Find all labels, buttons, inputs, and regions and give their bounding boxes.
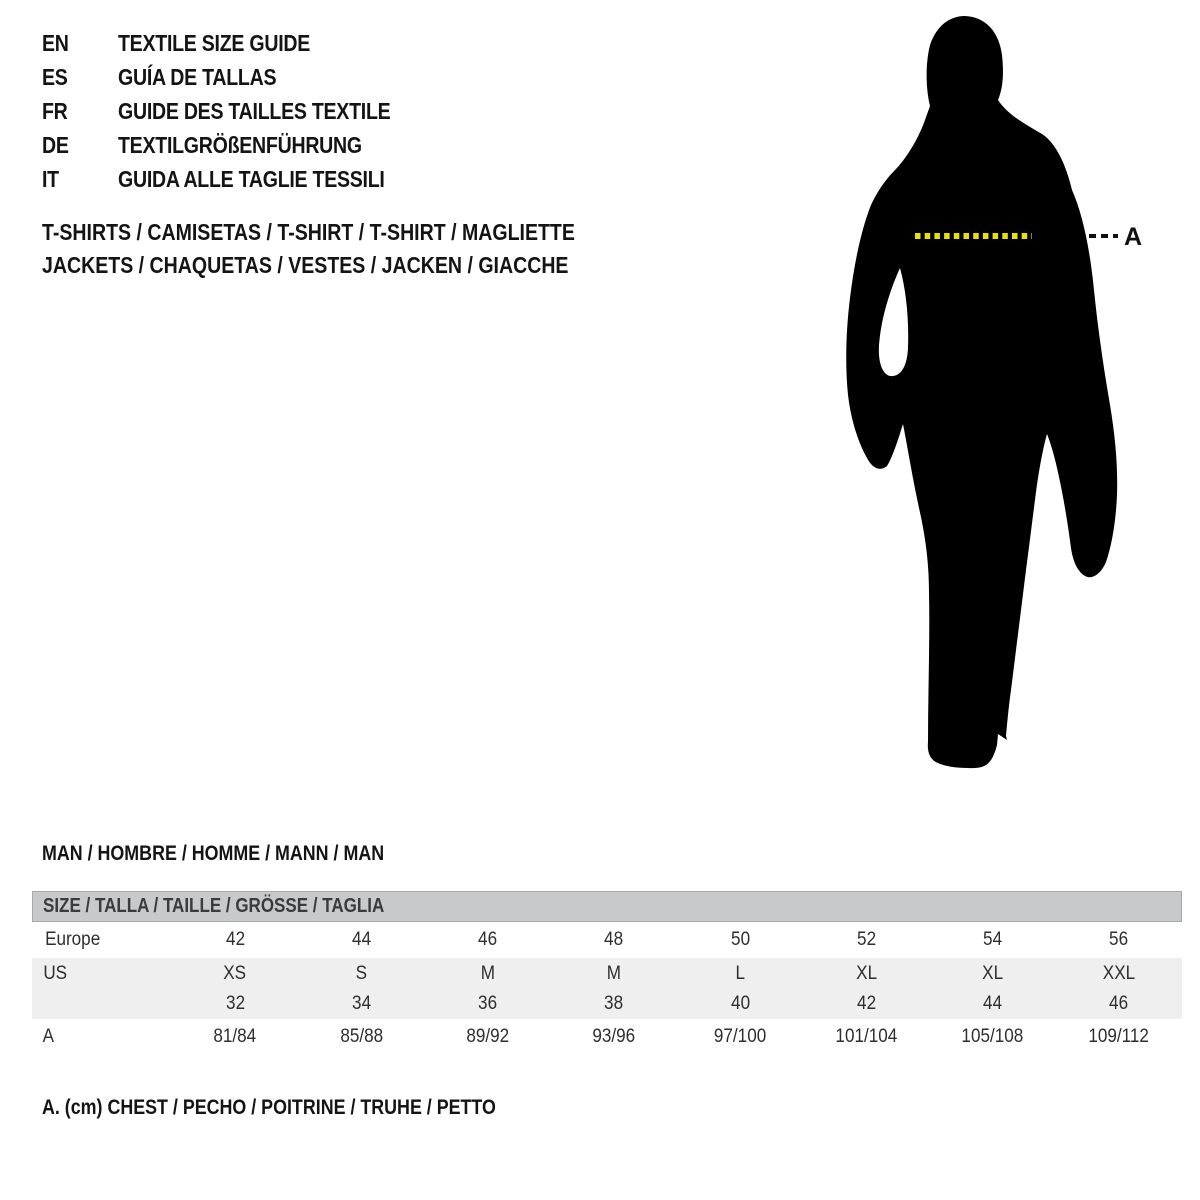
size-table-header-text: SIZE / TALLA / TAILLE / GRÖSSE / TAGLIA <box>43 895 385 917</box>
size-cell: 54 <box>983 929 1003 950</box>
size-table <box>32 891 1182 1055</box>
size-table-header <box>32 891 1182 922</box>
size-cell: 36 <box>478 993 498 1014</box>
table-row <box>32 922 1182 958</box>
language-row <box>42 162 439 196</box>
category-line-label: T-SHIRTS / CAMISETAS / T-SHIRT / T-SHIRT / MAGLIETTE <box>42 219 575 245</box>
language-name: TEXTILGRÖßENFÜHRUNG <box>118 131 362 158</box>
section-title <box>42 842 444 866</box>
size-cell: XL <box>855 962 877 984</box>
language-name: GUIDE DES TAILLES TEXTILE <box>118 97 391 124</box>
size-cell: 105/108 <box>961 1026 1024 1047</box>
table-row <box>32 1019 1182 1055</box>
table-row <box>32 989 1182 1019</box>
size-cell: L <box>735 962 745 984</box>
language-row <box>42 128 439 162</box>
language-code: DE <box>42 131 69 158</box>
section-title-text: MAN / HOMBRE / HOMME / MANN / MAN <box>42 842 385 865</box>
category-lines <box>42 216 669 282</box>
category-line-label: JACKETS / CHAQUETAS / VESTES / JACKEN / GIACCHE <box>42 252 569 278</box>
size-cell: 81/84 <box>213 1026 257 1047</box>
size-cell: 34 <box>351 993 371 1014</box>
size-cell: 89/92 <box>466 1026 510 1047</box>
size-cell: 109/112 <box>1088 1026 1150 1047</box>
size-cell: 48 <box>604 929 624 950</box>
size-cell: 56 <box>1109 929 1129 950</box>
language-code: FR <box>42 97 68 124</box>
man-figure <box>840 0 1150 800</box>
size-cell: 32 <box>225 993 245 1014</box>
footnote-text: A. (cm) CHEST / PECHO / POITRINE / TRUHE / PETTO <box>42 1096 496 1119</box>
category-line-tshirts <box>42 216 669 249</box>
row-label: Europe <box>45 929 101 950</box>
size-cell: M <box>480 962 495 984</box>
row-label: US <box>43 962 68 984</box>
table-row <box>32 958 1182 989</box>
language-row <box>42 26 439 60</box>
size-cell: XL <box>982 962 1004 984</box>
language-code: EN <box>42 29 69 56</box>
footnote <box>42 1096 576 1120</box>
row-label: A <box>42 1026 55 1047</box>
size-cell: 97/100 <box>713 1026 767 1047</box>
size-cell: 93/96 <box>592 1026 636 1047</box>
size-cell: S <box>355 962 368 984</box>
language-code: IT <box>42 165 59 192</box>
size-cell: M <box>606 962 621 984</box>
size-cell: 40 <box>730 993 750 1014</box>
size-cell: 50 <box>730 929 750 950</box>
size-cell: 46 <box>1109 993 1129 1014</box>
language-name: GUÍA DE TALLAS <box>118 63 277 90</box>
language-name: TEXTILE SIZE GUIDE <box>118 29 311 56</box>
size-cell: 85/88 <box>339 1026 383 1047</box>
size-cell: 42 <box>856 993 876 1014</box>
language-code: ES <box>42 63 68 90</box>
language-list <box>42 26 439 196</box>
row-label <box>32 993 172 1015</box>
size-cell: 42 <box>225 929 245 950</box>
size-cell: 101/104 <box>835 1026 898 1047</box>
language-name: GUIDA ALLE TAGLIE TESSILI <box>118 165 385 192</box>
size-cell: 52 <box>856 929 876 950</box>
size-cell: XS <box>223 962 247 984</box>
language-row <box>42 60 439 94</box>
size-table-body <box>32 922 1182 1055</box>
man-silhouette-svg <box>840 0 1150 800</box>
size-cell: 46 <box>478 929 498 950</box>
size-cell: 38 <box>604 993 624 1014</box>
size-cell: XXL <box>1102 962 1136 984</box>
size-cell: 44 <box>351 929 371 950</box>
language-row <box>42 94 439 128</box>
man-silhouette <box>846 16 1117 768</box>
size-cell: 44 <box>983 993 1003 1014</box>
measure-label-a: A <box>1124 223 1143 251</box>
category-line-jackets <box>42 249 669 282</box>
